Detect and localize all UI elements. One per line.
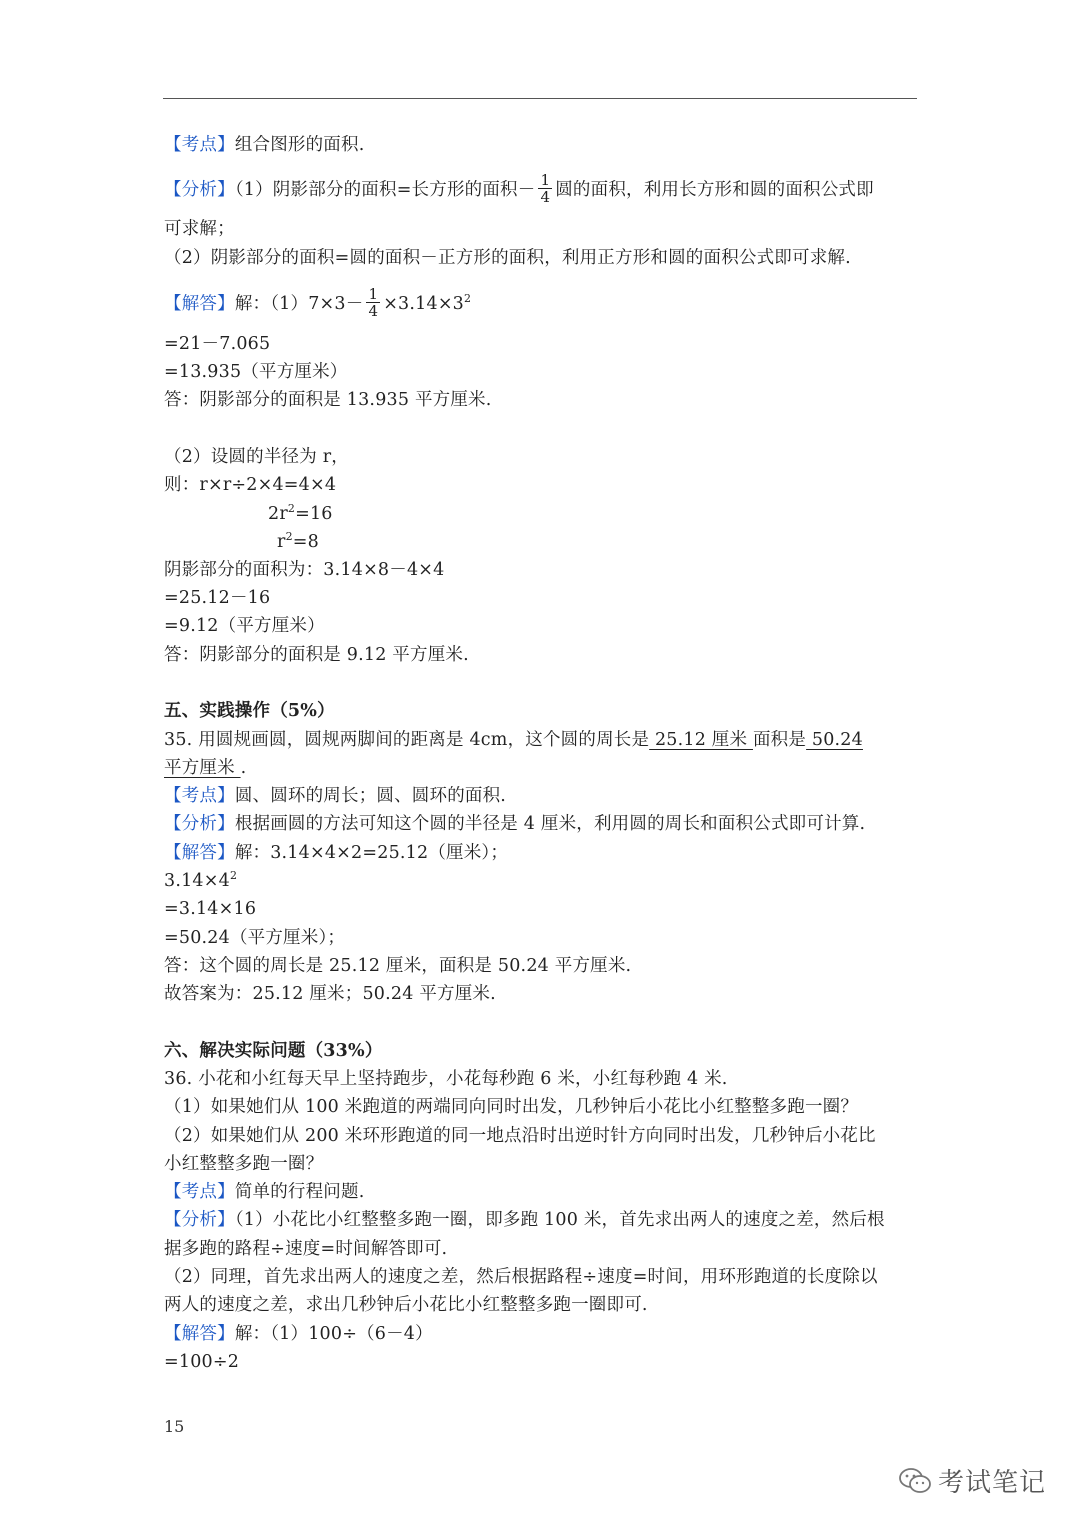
text-line: 可求解；: [164, 219, 235, 239]
fraction: $\frac{1}{4}$: [540, 171, 551, 206]
fraction: $\frac{1}{4}$: [368, 285, 379, 320]
text-line: 故答案为：25.12 厘米；50.24 平方厘米.: [164, 984, 496, 1004]
label-fenxi: 【分析】: [164, 180, 235, 200]
label-kaodian: 【考点】: [164, 786, 235, 806]
text-line: 【分析】（1）阴影部分的面积=长方形的面积－ $\frac{1}{4}$ 圆的面积，利用长方形和圆的面积公式即: [164, 171, 874, 206]
label-jieda: 【解答】: [164, 294, 235, 314]
text-line: 阴影部分的面积为：3.14×8－4×4: [164, 560, 445, 580]
section-heading: 五、实践操作（5%）: [164, 701, 335, 721]
label-kaodian: 【考点】: [164, 135, 235, 155]
answer-blank: 25.12 厘米: [649, 730, 753, 750]
text-line: $2r^2=16$: [268, 502, 333, 524]
text-line: =25.12－16: [164, 588, 271, 608]
text-line: =9.12（平方厘米）: [164, 616, 325, 636]
label-fenxi: 【分析】: [164, 1210, 235, 1230]
text-line: 则：r×r÷2×4=4×4: [164, 475, 337, 495]
text-line: $r^2=8$: [277, 530, 319, 552]
text-line: 【考点】圆、圆环的周长；圆、圆环的面积.: [164, 786, 507, 806]
answer-blank: 50.24: [806, 730, 863, 750]
label-jieda: 【解答】: [164, 843, 235, 863]
section-heading: 六、解决实际问题（33%）: [164, 1041, 383, 1061]
text-line: （1）如果她们从 100 米跑道的两端同向同时出发，几秒钟后小花比小红整整多跑一圈？: [164, 1097, 859, 1117]
watermark: [898, 1462, 1046, 1499]
text-line: =50.24（平方厘米）；: [164, 928, 346, 948]
text-line: 【解答】解：（1）100÷（6－4）: [164, 1324, 433, 1344]
text-line: 【解答】解：3.14×4×2=25.12（厘米）；: [164, 843, 509, 863]
label-kaodian: 【考点】: [164, 1182, 235, 1202]
text-line: （2）阴影部分的面积=圆的面积－正方形的面积，利用正方形和圆的面积公式即可求解.: [164, 248, 851, 268]
text-line: （2）同理，首先求出两人的速度之差，然后根据路程÷速度=时间，用环形跑道的长度除以: [164, 1267, 878, 1287]
text-line: （2）如果她们从 200 米环形跑道的同一地点沿时出逆时针方向同时出发，几秒钟后小花比: [164, 1126, 876, 1146]
text-line: 小红整整多跑一圈？: [164, 1154, 324, 1174]
label-jieda: 【解答】: [164, 1324, 235, 1344]
answer-blank: 平方厘米: [164, 758, 241, 778]
wechat-icon: [898, 1467, 932, 1495]
text-line: 答：阴影部分的面积是 9.12 平方厘米.: [164, 645, 469, 665]
text-line: 平方厘米 .: [164, 758, 247, 778]
text-line: 【分析】根据画圆的方法可知这个圆的半径是 4 厘米，利用圆的周长和面积公式即可计算.: [164, 814, 866, 834]
text-line: 答：阴影部分的面积是 13.935 平方厘米.: [164, 390, 492, 410]
text-line: 据多跑的路程÷速度=时间解答即可.: [164, 1239, 448, 1259]
text-line: =100÷2: [164, 1352, 240, 1372]
text-line: 答：这个圆的周长是 25.12 厘米，面积是 50.24 平方厘米.: [164, 956, 632, 976]
text-line: 【考点】简单的行程问题.: [164, 1182, 365, 1202]
text-line: 两人的速度之差，求出几秒钟后小花比小红整整多跑一圈即可.: [164, 1295, 648, 1315]
label-fenxi: 【分析】: [164, 814, 235, 834]
page-number: 15: [164, 1417, 185, 1436]
text-line: =3.14×16: [164, 899, 257, 919]
text-line: 36. 小花和小红每天早上坚持跑步，小花每秒跑 6 米，小红每秒跑 4 米.: [164, 1069, 728, 1089]
text-line: $3.14\times 4^2$: [164, 869, 238, 891]
header-rule: [163, 98, 917, 99]
watermark-text: 考试笔记: [938, 1468, 1047, 1498]
text-line: 35. 用圆规画圆，圆规两脚间的距离是 4cm，这个圆的周长是 25.12 厘米 面积是 50.24: [164, 730, 863, 750]
text-line: 【分析】（1）小花比小红整整多跑一圈，即多跑 100 米，首先求出两人的速度之差，然后根: [164, 1210, 885, 1230]
text-line: 【解答】解：（1）7×3－ $\frac{1}{4}$ $\times 3.14\times 3^2$: [164, 285, 472, 320]
text-line: （2）设圆的半径为 r，: [164, 447, 349, 467]
text-line: 【考点】组合图形的面积.: [164, 135, 365, 155]
text-line: =13.935（平方厘米）: [164, 362, 348, 382]
text-line: =21－7.065: [164, 334, 271, 354]
